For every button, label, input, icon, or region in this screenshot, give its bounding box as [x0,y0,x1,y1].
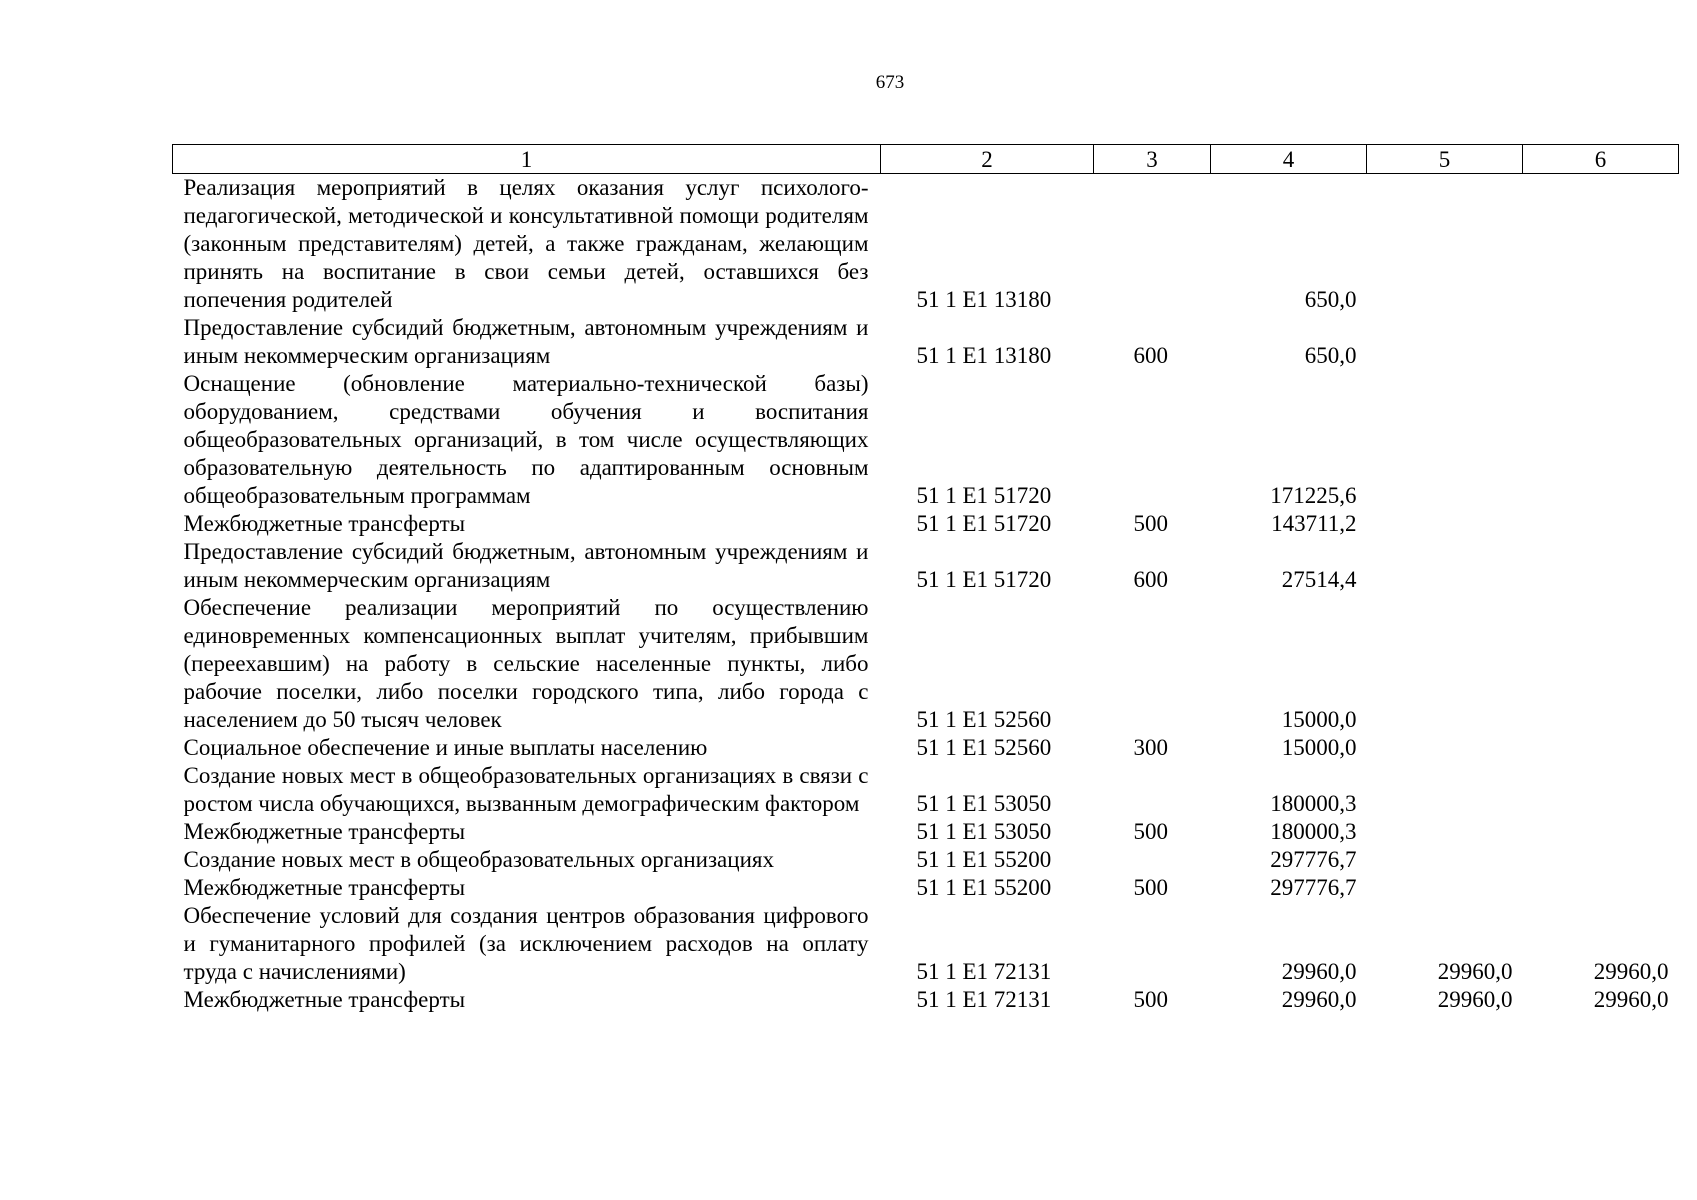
row-value-col5 [1367,538,1523,594]
row-code: 51 1 E1 13180 [916,287,1052,312]
row-name: Социальное обеспечение и иные выплаты населению [183,735,708,760]
row-expense-type [1094,594,1211,734]
row-value-col6 [1523,174,1679,315]
row-value-col5 [1367,762,1523,818]
row-code: 51 1 E1 52560 [916,735,1052,760]
row-name: Предоставление субсидий бюджетным, автономным учреждениям и иным некоммерческим организациям [183,539,869,592]
header-cell: 2 [881,145,1094,174]
page-number: 673 [875,72,905,93]
row-value-col4: 29960,0 [1281,987,1357,1012]
row-name: Создание новых мест в общеобразовательных организациях [183,847,774,872]
row-expense-type [1094,370,1211,510]
row-value-col5 [1367,874,1523,902]
row-name: Межбюджетные трансферты [183,511,466,536]
row-value-col6 [1523,314,1679,370]
row-value-col4: 29960,0 [1281,959,1357,984]
row-expense-type [1094,762,1211,818]
row-value-col6 [1523,874,1679,902]
row-name: Реализация мероприятий в целях оказания услуг психолого-педагогической, методической и консультативной помощи родителям (законным представителям) детей, а также гражданам, желающим принять на воспитание в свои семьи детей, оставшихся без попечения родителей [183,175,869,312]
row-value-col5 [1367,510,1523,538]
row-value-col4: 650,0 [1304,287,1357,312]
table-row [173,986,1679,1014]
row-value-col5 [1367,174,1523,315]
row-expense-type: 500 [1133,987,1168,1012]
header-cell: 5 [1367,145,1523,174]
row-code: 51 1 E1 13180 [916,343,1052,368]
row-value-col6 [1523,846,1679,874]
table-row [173,874,1679,902]
row-name: Предоставление субсидий бюджетным, автономным учреждениям и иным некоммерческим организациям [183,315,869,368]
row-value-col5 [1367,314,1523,370]
table-row [173,762,1679,818]
row-value-col4: 143711,2 [1271,511,1357,536]
row-name: Межбюджетные трансферты [183,875,466,900]
row-value-col6 [1523,818,1679,846]
table-row [173,510,1679,538]
row-value-col5: 29960,0 [1437,959,1513,984]
table-row [173,174,1679,315]
row-code: 51 1 E1 51720 [916,567,1052,592]
row-expense-type: 500 [1133,511,1168,536]
row-name: Создание новых мест в общеобразовательных организациях в связи с ростом числа обучающихся, вызванным демографическим фактором [183,763,869,816]
row-code: 51 1 E1 51720 [916,511,1052,536]
row-expense-type: 300 [1133,735,1168,760]
row-value-col5: 29960,0 [1437,987,1513,1012]
row-expense-type [1094,902,1211,986]
table-row [173,846,1679,874]
row-code: 51 1 E1 53050 [916,819,1052,844]
row-value-col6 [1523,762,1679,818]
row-code: 51 1 E1 72131 [916,987,1052,1012]
row-expense-type [1094,846,1211,874]
row-value-col4: 27514,4 [1281,567,1357,592]
row-code: 51 1 E1 52560 [916,707,1052,732]
row-expense-type: 500 [1133,819,1168,844]
row-value-col4: 650,0 [1304,343,1357,368]
table-row [173,594,1679,734]
row-expense-type: 600 [1133,343,1168,368]
table-header [173,145,1679,174]
row-value-col5 [1367,594,1523,734]
row-value-col6: 29960,0 [1593,987,1669,1012]
table-row [173,734,1679,762]
row-value-col4: 171225,6 [1270,483,1357,508]
row-value-col4: 297776,7 [1270,847,1357,872]
row-value-col4: 15000,0 [1281,707,1357,732]
row-value-col4: 15000,0 [1281,735,1357,760]
row-code: 51 1 E1 55200 [916,875,1052,900]
row-name: Обеспечение условий для создания центров образования цифрового и гуманитарного профилей (за исключением расходов на оплату труда с начислениями) [183,903,869,984]
row-value-col6 [1523,734,1679,762]
header-cell: 1 [173,145,881,174]
row-value-col4: 180000,3 [1270,791,1357,816]
row-code: 51 1 E1 53050 [916,791,1052,816]
row-expense-type: 500 [1133,875,1168,900]
row-value-col5 [1367,846,1523,874]
row-value-col6: 29960,0 [1593,959,1669,984]
row-value-col6 [1523,370,1679,510]
table-row [173,902,1679,986]
table-body [173,174,1679,1015]
table-row [173,538,1679,594]
row-name: Обеспечение реализации мероприятий по осуществлению единовременных компенсационных выплат учителям, прибывшим (переехавшим) на работу в сельские населенные пункты, либо рабочие поселки, либо поселки городского типа, либо города с населением до 50 тысяч человек [183,595,869,732]
row-name: Оснащение (обновление материально-технической базы) оборудованием, средствами обучения и воспитания общеобразовательных организаций, в том числе осуществляющих образовательную деятельность по адаптированным основным общеобразовательным программам [183,371,869,508]
row-expense-type [1094,174,1211,315]
row-value-col5 [1367,370,1523,510]
row-value-col6 [1523,510,1679,538]
table-row [173,314,1679,370]
table-row [173,370,1679,510]
row-value-col4: 297776,7 [1270,875,1357,900]
row-value-col6 [1523,538,1679,594]
row-value-col5 [1367,734,1523,762]
row-value-col5 [1367,818,1523,846]
row-name: Межбюджетные трансферты [183,987,466,1012]
table-row [173,818,1679,846]
header-cell: 6 [1523,145,1679,174]
row-name: Межбюджетные трансферты [183,819,466,844]
row-code: 51 1 E1 51720 [916,483,1052,508]
row-code: 51 1 E1 55200 [916,847,1052,872]
row-value-col6 [1523,594,1679,734]
row-code: 51 1 E1 72131 [916,959,1052,984]
budget-table [172,144,1679,1014]
header-row [173,145,1679,174]
row-expense-type: 600 [1133,567,1168,592]
header-cell: 3 [1094,145,1211,174]
header-cell: 4 [1211,145,1367,174]
row-value-col4: 180000,3 [1270,819,1357,844]
